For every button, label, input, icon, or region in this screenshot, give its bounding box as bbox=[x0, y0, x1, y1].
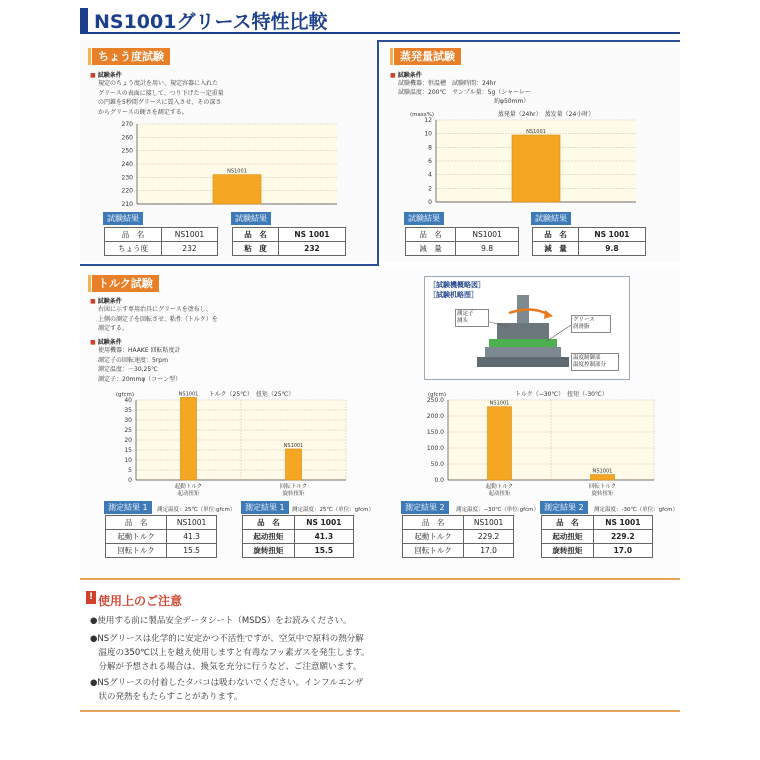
table-cell-value: 17.0 bbox=[593, 544, 652, 558]
y-tick-label: 200.0 bbox=[426, 413, 444, 420]
torque-c-table-row bbox=[403, 516, 514, 530]
table-cell-label: 旋转扭矩 bbox=[542, 544, 594, 558]
consistency-result-table bbox=[104, 227, 218, 256]
evaporation-table-cn-row bbox=[533, 242, 646, 256]
torque-minus30c-chart bbox=[400, 384, 662, 498]
torque-conditions-title: ■ 試験条件 bbox=[90, 296, 122, 305]
x-category-label: 起动扭矩 bbox=[177, 491, 200, 497]
table-cell-value: 232 bbox=[161, 242, 217, 256]
consistency-chart bbox=[105, 118, 345, 210]
y-tick-label: 15 bbox=[124, 447, 132, 454]
y-tick-label: 210 bbox=[121, 201, 133, 208]
torque-b-table-row bbox=[243, 516, 354, 530]
torque-conditions2-title: ■ 試験条件 bbox=[90, 337, 122, 346]
table-cell-label: 減 量 bbox=[406, 242, 456, 256]
torque-a-table-row bbox=[106, 516, 217, 530]
evaporation-result-table bbox=[405, 227, 519, 256]
y-tick-label: 0 bbox=[428, 199, 432, 206]
table-cell-value: 41.3 bbox=[167, 530, 217, 544]
caution-line: ●NSグリースの付着したタバコは吸わないでください。インフルエンザ bbox=[90, 678, 364, 688]
table-cell-label: 減 量 bbox=[533, 242, 579, 256]
torque-b-table-row bbox=[243, 544, 354, 558]
table-cell-label: 品 名 bbox=[542, 516, 594, 530]
table-cell-value: NS1001 bbox=[456, 228, 519, 242]
consistency-section-label: ちょう度試験 bbox=[92, 48, 170, 65]
y-axis-unit: (gfcm) bbox=[427, 392, 446, 398]
torque-a-table-row bbox=[106, 530, 217, 544]
table-cell-label: 回転トルク bbox=[403, 544, 464, 558]
x-category-label: 回転トルク bbox=[588, 484, 617, 490]
y-tick-label: 6 bbox=[428, 158, 432, 165]
y-axis-unit: (gfcm) bbox=[115, 392, 134, 398]
table-cell-label: ちょう度 bbox=[105, 242, 162, 256]
torque-result-b-label: 測定結果 1 bbox=[241, 501, 289, 514]
table-cell-value: 9.8 bbox=[578, 242, 645, 256]
table-cell-label: 粘 度 bbox=[233, 242, 279, 256]
consistency-result-table-cn bbox=[232, 227, 346, 256]
table-cell-label: 旋转扭矩 bbox=[243, 544, 295, 558]
diagram-title-cn: ［試験机略图］ bbox=[429, 291, 478, 299]
temperature-control-label: 温度制御部 温度控制部分 bbox=[571, 353, 619, 371]
y-tick-label: 35 bbox=[124, 407, 132, 414]
table-cell-value: NS 1001 bbox=[593, 516, 652, 530]
caution-line: 分解が予想される場合は、換気を充分に行うなど、ご注意願います。 bbox=[90, 662, 362, 672]
caution-line: 状の発熱をもたらすことがあります。 bbox=[90, 692, 243, 702]
table-cell-value: NS 1001 bbox=[578, 228, 645, 242]
table-cell-label: 起动扭矩 bbox=[243, 530, 295, 544]
y-tick-label: 12 bbox=[424, 117, 432, 124]
table-cell-value: NS 1001 bbox=[294, 516, 353, 530]
evaporation-result2-label: 試験結果 bbox=[531, 212, 571, 225]
chart-title: トルク（25℃） 扭矩（25℃） bbox=[208, 391, 295, 398]
y-tick-label: 10 bbox=[424, 130, 432, 138]
table-cell-value: NS1001 bbox=[161, 228, 217, 242]
consistency-table-cn-row bbox=[233, 242, 346, 256]
x-category-label: 起動トルク bbox=[174, 484, 203, 490]
caution-line: 温度の350℃以上を越え使用しますと有毒なフッ素ガスを発生します。 bbox=[90, 648, 370, 658]
consistency-conditions-text: 規定のちょう度計を用い、規定容器に入れた グリースの表面に接して、つり下げた一定重量 の円錐を5秒間グリースに貫入させ、その深さ からグリースの硬さを測定する。 bbox=[98, 80, 224, 116]
evaporation-result-label: 試験結果 bbox=[404, 212, 444, 225]
chart-title: トルク（−30℃） 扭矩（-30℃） bbox=[514, 391, 608, 398]
grease-label: グリース 润滑脂 bbox=[571, 315, 611, 333]
evaporation-table-cn-row bbox=[533, 228, 646, 242]
torque-d-table-row bbox=[542, 544, 653, 558]
torque-result-c-label: 測定結果 2 bbox=[401, 501, 449, 514]
x-category-label: 起動トルク bbox=[485, 484, 514, 490]
y-tick-label: 150.0 bbox=[426, 429, 444, 436]
evaporation-table-row bbox=[406, 242, 519, 256]
consistency-result2-label: 試験結果 bbox=[231, 212, 271, 225]
y-tick-label: 10 bbox=[124, 457, 132, 464]
table-cell-label: 回転トルク bbox=[106, 544, 167, 558]
probe-label: 測定子 测头 bbox=[455, 309, 489, 327]
evaporation-section-label: 蒸発量試験 bbox=[394, 48, 461, 65]
consistency-result-label: 試験結果 bbox=[103, 212, 143, 225]
torque-result-c-table bbox=[402, 515, 514, 558]
table-cell-label: 起動トルク bbox=[403, 530, 464, 544]
y-tick-label: 8 bbox=[428, 144, 432, 152]
y-tick-label: 50.0 bbox=[430, 461, 444, 468]
torque-section-label: トルク試験 bbox=[92, 275, 159, 292]
y-tick-label: 250 bbox=[121, 147, 133, 155]
evaporation-condition-line: 試験温度：200℃ サンプル量：5g（シャーレー bbox=[398, 89, 532, 96]
torque-result-a-table bbox=[105, 515, 217, 558]
y-tick-label: 30 bbox=[124, 417, 132, 424]
table-cell-label: 品 名 bbox=[105, 228, 162, 242]
torque-a-table-row bbox=[106, 544, 217, 558]
section-divider bbox=[377, 40, 379, 266]
table-cell-label: 起动扭矩 bbox=[542, 530, 594, 544]
table-cell-value: 15.5 bbox=[294, 544, 353, 558]
bar bbox=[512, 135, 560, 202]
torque-result-b-table bbox=[242, 515, 354, 558]
consistency-table-cn-row bbox=[233, 228, 346, 242]
y-tick-label: 5 bbox=[128, 467, 132, 474]
torque-result-d-caption: 测定温度：-30℃（单位：gfcm） bbox=[594, 507, 678, 513]
bar-data-label: NS1001 bbox=[592, 468, 613, 475]
evaporation-condition-line: 約φ50mm） bbox=[494, 98, 530, 105]
torque-c-table-row bbox=[403, 544, 514, 558]
table-cell-label: 品 名 bbox=[106, 516, 167, 530]
chart-title: 蒸発量（24hr） 蒸发量（24小时） bbox=[497, 111, 595, 118]
section-divider-h bbox=[80, 264, 378, 266]
y-tick-label: 240 bbox=[121, 161, 133, 168]
bar bbox=[213, 175, 261, 204]
y-tick-label: 260 bbox=[121, 134, 133, 142]
table-cell-value: 41.3 bbox=[294, 530, 353, 544]
table-cell-value: 229.2 bbox=[464, 530, 514, 544]
table-cell-label: 起動トルク bbox=[106, 530, 167, 544]
torque-result-a-caption: 測定温度：25℃（単位:gfcm） bbox=[157, 507, 236, 513]
torque-result-d-label: 測定結果 2 bbox=[540, 501, 588, 514]
y-tick-label: 230 bbox=[121, 174, 133, 182]
y-tick-label: 0 bbox=[128, 477, 132, 484]
table-cell-label: 品 名 bbox=[233, 228, 279, 242]
torque-result-c-caption: 測定温度：−30℃（単位:gfcm） bbox=[456, 507, 539, 513]
x-category-label: 回転トルク bbox=[279, 484, 308, 490]
table-cell-label: 品 名 bbox=[533, 228, 579, 242]
torque-conditions-text: 右図に示す専用治具にグリースを塗布し、 上側の測定子を回転させ、粘性（トルク）を 測定する。 bbox=[98, 306, 218, 333]
table-cell-label: 品 名 bbox=[406, 228, 456, 242]
torque-d-table-row bbox=[542, 516, 653, 530]
y-tick-label: 250.0 bbox=[426, 397, 444, 404]
bar-data-label: NS1001 bbox=[489, 400, 510, 407]
x-category-label: 起动扭矩 bbox=[488, 491, 511, 497]
table-cell-value: 15.5 bbox=[167, 544, 217, 558]
y-axis-unit: (mass%) bbox=[410, 112, 434, 118]
table-cell-value: NS 1001 bbox=[278, 228, 345, 242]
caution-title: 使用上のご注意 bbox=[98, 594, 183, 608]
torque-result-d-table bbox=[541, 515, 653, 558]
table-cell-value: 232 bbox=[278, 242, 345, 256]
table-cell-value: 229.2 bbox=[593, 530, 652, 544]
evaporation-conditions-title: ■ 試験条件 bbox=[390, 70, 422, 79]
bar-data-label: NS1001 bbox=[283, 443, 304, 449]
torque-c-table-row bbox=[403, 530, 514, 544]
bar bbox=[181, 397, 197, 480]
torque-result-b-caption: 测定温度：25℃（单位：gfcm） bbox=[292, 507, 374, 513]
y-tick-label: 20 bbox=[124, 437, 132, 444]
y-tick-label: 2 bbox=[428, 185, 432, 193]
evaporation-condition-line: 試験機器：恒温槽 試験時間：24hr bbox=[398, 80, 496, 87]
consistency-conditions-title: ■ 試験条件 bbox=[90, 70, 122, 79]
y-tick-label: 4 bbox=[428, 171, 432, 179]
caution-line: ●使用する前に製品安全データシート（MSDS）をお読みください。 bbox=[90, 616, 352, 626]
y-tick-label: 220 bbox=[121, 187, 133, 195]
evaporation-result-table-cn bbox=[532, 227, 646, 256]
y-tick-label: 270 bbox=[121, 121, 133, 128]
table-cell-value: NS1001 bbox=[464, 516, 514, 530]
bar bbox=[488, 407, 512, 480]
x-category-label: 旋转扭矩 bbox=[282, 491, 305, 497]
evaporation-chart bbox=[402, 108, 642, 210]
caution-line: ●NSグリースは化学的に安定かつ不活性ですが、空気中で原料の熱分解 bbox=[90, 634, 364, 644]
table-cell-value: 9.8 bbox=[456, 242, 519, 256]
y-tick-label: 100.0 bbox=[426, 445, 444, 452]
torque-d-table-row bbox=[542, 530, 653, 544]
torque-25c-chart bbox=[96, 384, 354, 498]
torque-b-table-row bbox=[243, 530, 354, 544]
bar-data-label: NS1001 bbox=[227, 168, 247, 175]
consistency-table-row bbox=[105, 228, 218, 242]
test-apparatus-diagram bbox=[424, 276, 630, 380]
consistency-table-row bbox=[105, 242, 218, 256]
bar bbox=[286, 449, 302, 480]
table-cell-value: 17.0 bbox=[464, 544, 514, 558]
table-cell-value: NS1001 bbox=[167, 516, 217, 530]
table-cell-label: 品 名 bbox=[243, 516, 295, 530]
y-tick-label: 25 bbox=[124, 427, 132, 434]
bar-data-label: NS1001 bbox=[526, 129, 546, 136]
page-title: NS1001グリース特性比較 bbox=[94, 11, 328, 33]
torque-result-a-label: 測定結果 1 bbox=[104, 501, 152, 514]
torque-conditions2-text: 使用機器：HAAKE 回転粘度計 測定子の回転速度：5rpm 測定温度：－30,25℃ 測定子：20mmφ（コーン型） bbox=[98, 347, 182, 383]
x-category-label: 旋转扭矩 bbox=[591, 491, 614, 497]
bar-data-label: NS1001 bbox=[178, 391, 199, 398]
warning-icon: ! bbox=[86, 591, 96, 604]
y-tick-label: 40 bbox=[124, 397, 132, 404]
diagram-title: ［試験機概略図］ bbox=[429, 281, 485, 289]
evaporation-table-row bbox=[406, 228, 519, 242]
bar bbox=[591, 475, 615, 480]
table-cell-label: 品 名 bbox=[403, 516, 464, 530]
y-tick-label: 0.0 bbox=[434, 477, 444, 484]
